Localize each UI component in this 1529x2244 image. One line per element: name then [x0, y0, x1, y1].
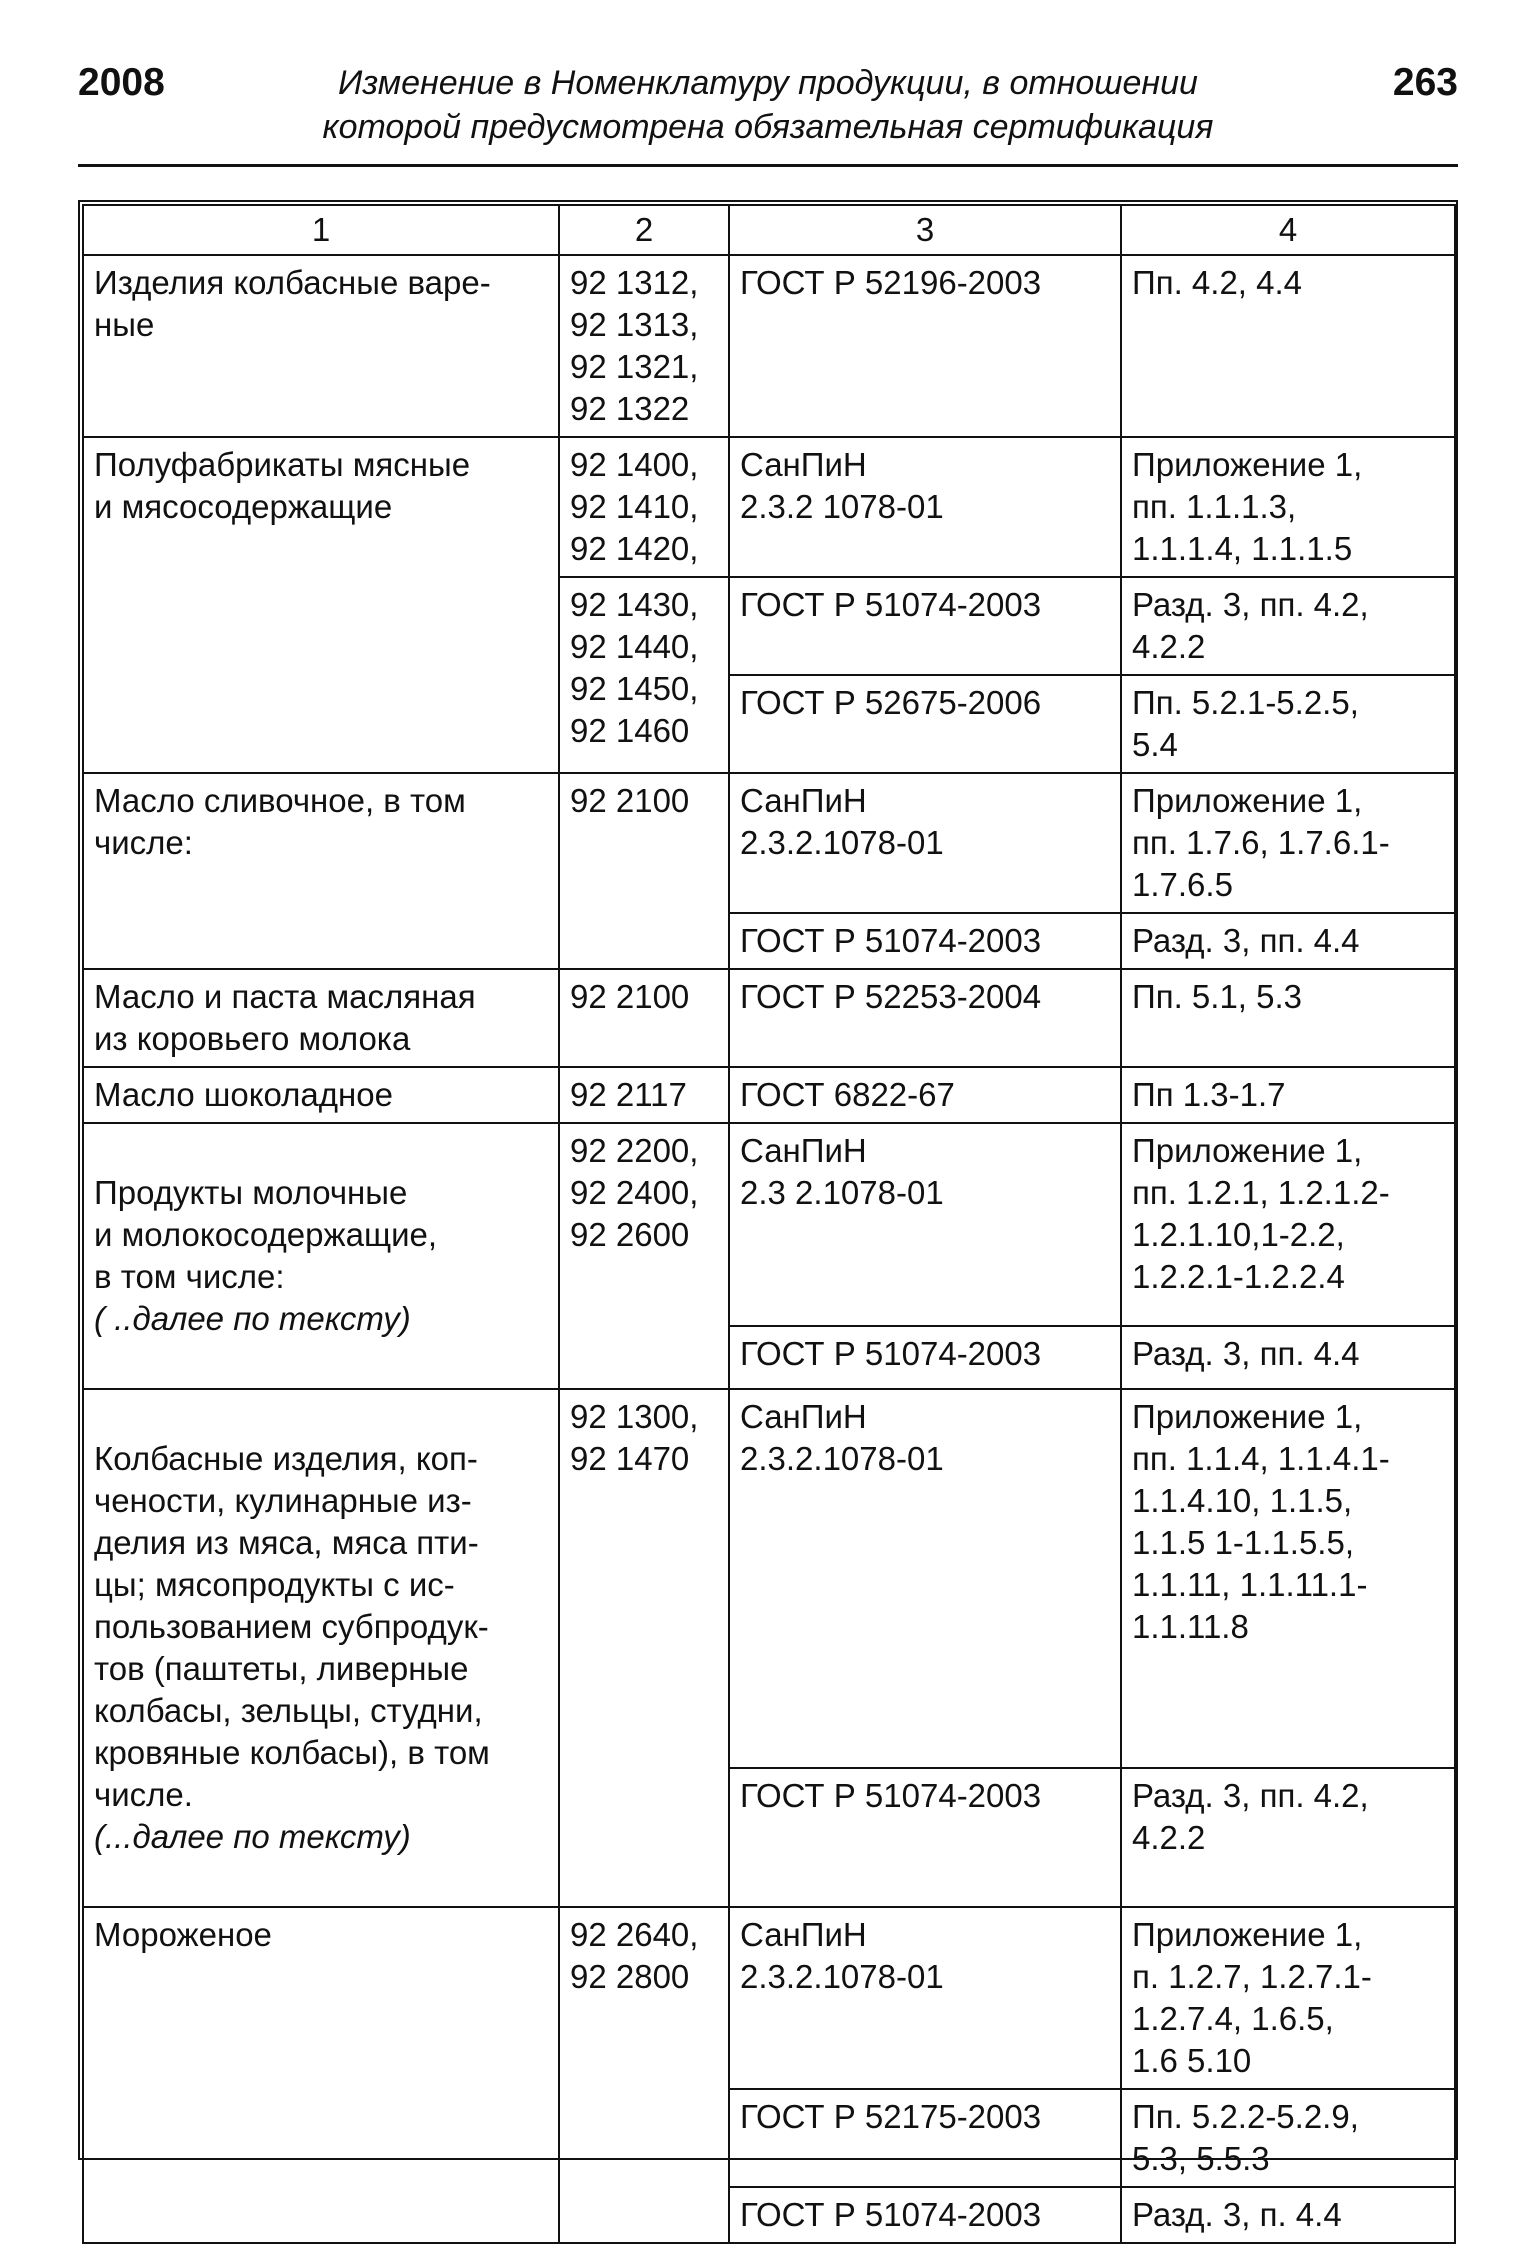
- column-header: 3: [729, 205, 1121, 255]
- product-codes: 92 2200, 92 2400, 92 2600: [559, 1123, 729, 1389]
- table-row: [83, 437, 1455, 577]
- table-row: [83, 1067, 1455, 1123]
- normative-doc: ГОСТ Р 52175-2003: [729, 2089, 1121, 2187]
- product-name-cell: [83, 1389, 559, 1907]
- continued-note: (...далее по тексту): [94, 1818, 411, 1855]
- doc-clauses: Пп. 4.2, 4.4: [1121, 255, 1455, 437]
- table-row: [83, 255, 1455, 437]
- product-name: Мороженое: [83, 1907, 559, 2243]
- normative-doc: СанПиН 2.3.2.1078-01: [729, 1907, 1121, 2089]
- product-codes: 92 1400, 92 1410, 92 1420,: [559, 437, 729, 577]
- normative-doc: СанПиН 2.3.2.1078-01: [729, 773, 1121, 913]
- table-row: [83, 773, 1455, 913]
- doc-clauses: Пп 1.3-1.7: [1121, 1067, 1455, 1123]
- doc-clauses: Пп. 5.1, 5.3: [1121, 969, 1455, 1067]
- doc-clauses: Приложение 1, пп. 1.1.1.3, 1.1.1.4, 1.1.1.5: [1121, 437, 1455, 577]
- product-name: Продукты молочные и молокосодержащие, в том числе:: [94, 1174, 438, 1295]
- doc-clauses: Разд. 3, пп. 4.2, 4.2.2: [1121, 577, 1455, 675]
- product-codes: 92 2117: [559, 1067, 729, 1123]
- page-number: 263: [1392, 61, 1458, 104]
- product-codes: 92 2640, 92 2800: [559, 1907, 729, 2243]
- table-row: [83, 1907, 1455, 2089]
- product-name: Полуфабрикаты мясные и мясосодержащие: [83, 437, 559, 773]
- page-header: [78, 55, 1458, 165]
- column-header: 2: [559, 205, 729, 255]
- normative-doc: ГОСТ Р 51074-2003: [729, 577, 1121, 675]
- continued-note: ( ..далее по тексту): [94, 1300, 411, 1337]
- normative-doc: ГОСТ Р 51074-2003: [729, 1768, 1121, 1907]
- normative-doc: ГОСТ Р 51074-2003: [729, 1326, 1121, 1389]
- product-codes: 92 2100: [559, 773, 729, 969]
- table-row: [83, 1123, 1455, 1326]
- column-header: 4: [1121, 205, 1455, 255]
- running-title-line-1: Изменение в Номенклатуру продукции, в отношении: [338, 64, 1198, 102]
- doc-clauses: Разд. 3, пп. 4.4: [1121, 1326, 1455, 1389]
- normative-doc: ГОСТ Р 51074-2003: [729, 913, 1121, 969]
- doc-clauses: Разд. 3, п. 4.4: [1121, 2187, 1455, 2243]
- product-name-cell: [83, 1123, 559, 1389]
- doc-clauses: Приложение 1, пп. 1.2.1, 1.2.1.2- 1.2.1.10,1-2.2, 1.2.2.1-1.2.2.4: [1121, 1123, 1455, 1326]
- product-codes: 92 2100: [559, 969, 729, 1067]
- doc-clauses: Пп. 5.2.1-5.2.5, 5.4: [1121, 675, 1455, 773]
- doc-clauses: Приложение 1, пп. 1.7.6, 1.7.6.1- 1.7.6.5: [1121, 773, 1455, 913]
- normative-doc: ГОСТ Р 52196-2003: [729, 255, 1121, 437]
- running-title-line-2: которой предусмотрена обязательная сертификация: [322, 108, 1214, 146]
- normative-doc: СанПиН 2.3.2 1078-01: [729, 437, 1121, 577]
- product-name: Колбасные изделия, коп- чености, кулинарные из- делия из мяса, мяса пти- цы; мясопродукты с ис- пользованием субпродук- тов (паштеты, ливерные колбасы, зельцы, студни, кровяные колбасы), в том числе.: [94, 1440, 490, 1813]
- normative-doc: ГОСТ Р 52253-2004: [729, 969, 1121, 1067]
- header-rule: [78, 164, 1458, 167]
- product-name: Масло шоколадное: [83, 1067, 559, 1123]
- table-row: [83, 969, 1455, 1067]
- doc-clauses: Приложение 1, пп. 1.1.4, 1.1.4.1- 1.1.4.10, 1.1.5, 1.1.5 1-1.1.5.5, 1.1.11, 1.1.11.1- 1.1.11.8: [1121, 1389, 1455, 1768]
- product-codes: 92 1300, 92 1470: [559, 1389, 729, 1907]
- normative-doc: СанПиН 2.3 2.1078-01: [729, 1123, 1121, 1326]
- normative-doc: ГОСТ 6822-67: [729, 1067, 1121, 1123]
- normative-doc: ГОСТ Р 52675-2006: [729, 675, 1121, 773]
- product-name: Масло сливочное, в том числе:: [83, 773, 559, 969]
- doc-clauses: Приложение 1, п. 1.2.7, 1.2.7.1- 1.2.7.4, 1.6.5, 1.6 5.10: [1121, 1907, 1455, 2089]
- table-row: [83, 1389, 1455, 1768]
- doc-clauses: Разд. 3, пп. 4.2, 4.2.2: [1121, 1768, 1455, 1907]
- product-name: Изделия колбасные варе- ные: [83, 255, 559, 437]
- table-header-row: [83, 205, 1455, 255]
- product-codes: 92 1430, 92 1440, 92 1450, 92 1460: [559, 577, 729, 773]
- certification-table: [82, 204, 1456, 2244]
- running-title: [228, 61, 1308, 149]
- normative-doc: ГОСТ Р 51074-2003: [729, 2187, 1121, 2243]
- year: 2008: [78, 61, 165, 104]
- doc-clauses: Разд. 3, пп. 4.4: [1121, 913, 1455, 969]
- normative-doc: СанПиН 2.3.2.1078-01: [729, 1389, 1121, 1768]
- column-header: 1: [83, 205, 559, 255]
- doc-clauses: Пп. 5.2.2-5.2.9, 5.3, 5.5.3: [1121, 2089, 1455, 2187]
- product-codes: 92 1312, 92 1313, 92 1321, 92 1322: [559, 255, 729, 437]
- product-name: Масло и паста масляная из коровьего молока: [83, 969, 559, 1067]
